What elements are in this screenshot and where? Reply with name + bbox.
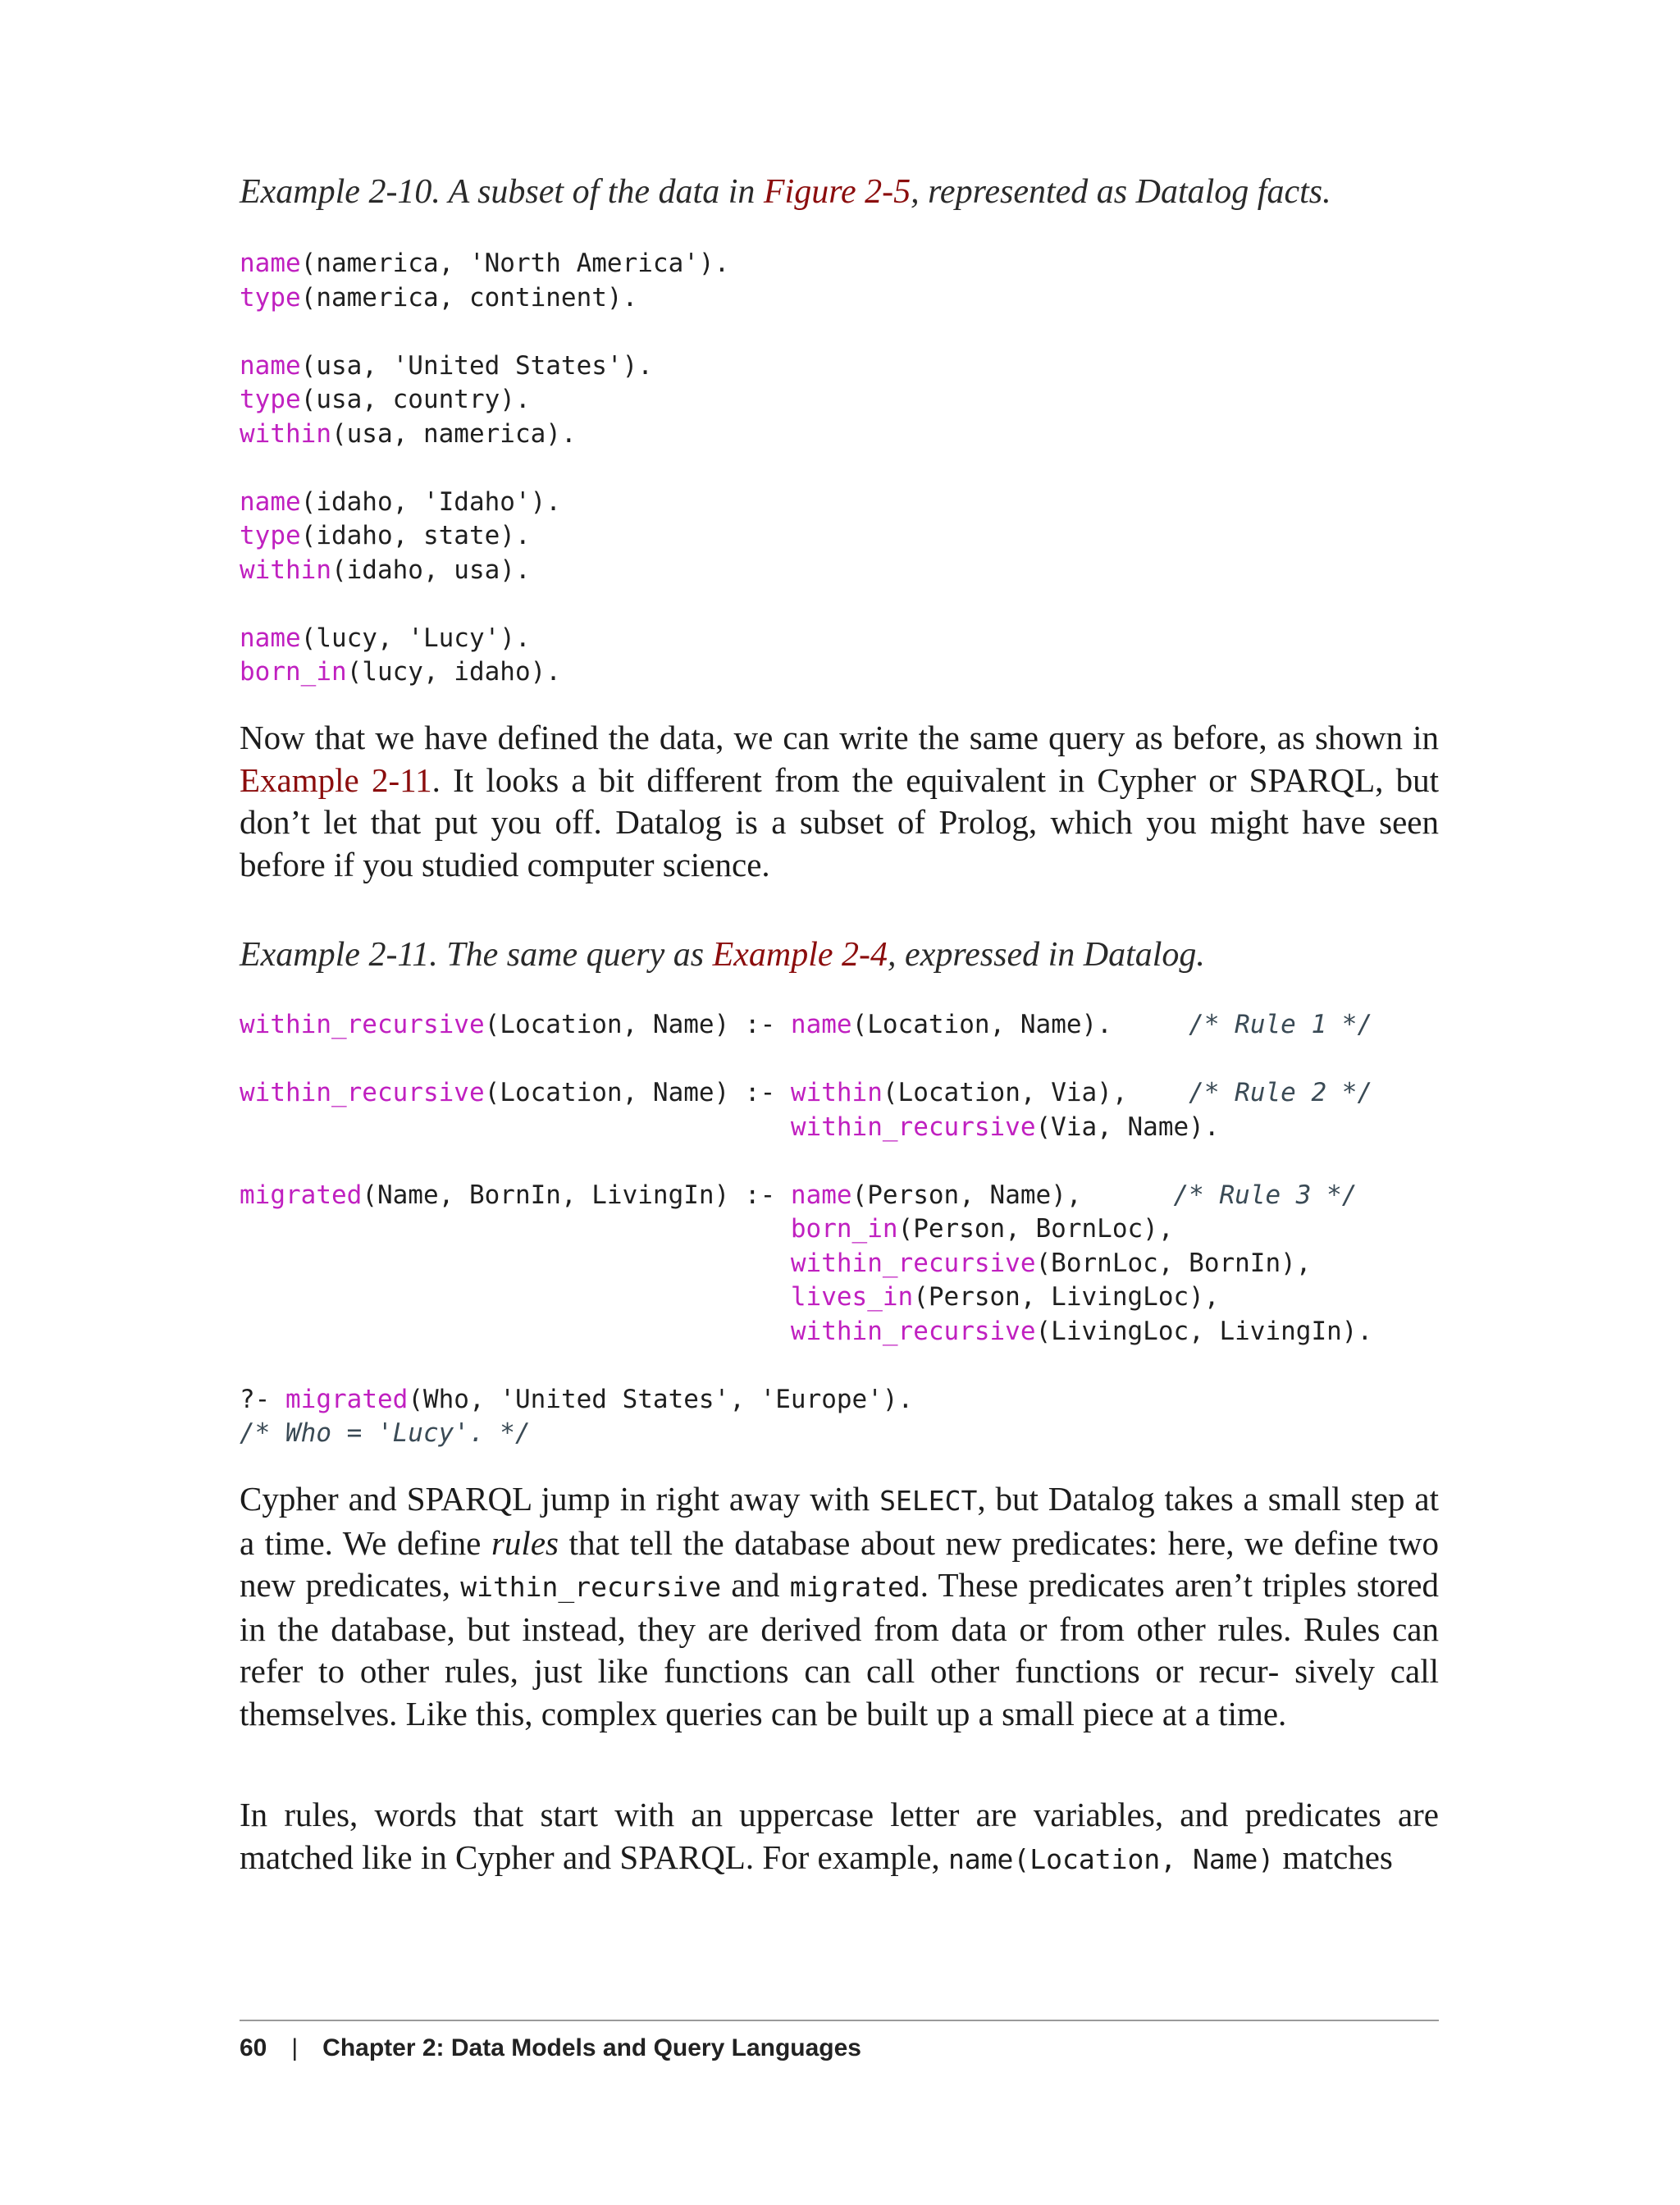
code-predicate: name bbox=[240, 350, 301, 381]
code-line bbox=[240, 1144, 1439, 1179]
code-text: (Who, 'United States', 'Europe'). bbox=[408, 1384, 914, 1414]
caption-text: Example 2-11. The same query as bbox=[240, 936, 713, 974]
code-text: (namerica, continent). bbox=[300, 282, 638, 313]
code-line bbox=[240, 418, 1439, 452]
code-text: (Location, Name). bbox=[851, 1010, 1189, 1039]
caption-text: , represented as Datalog facts. bbox=[911, 173, 1331, 211]
code-line bbox=[240, 1315, 1439, 1349]
code-comment: /* Rule 3 */ bbox=[1173, 1180, 1358, 1210]
emphasis: rules bbox=[491, 1523, 559, 1562]
code-text: (LivingLoc, LivingIn). bbox=[1035, 1316, 1373, 1346]
code-predicate: within_recursive bbox=[240, 1010, 485, 1039]
code-line bbox=[240, 281, 1439, 316]
code-line bbox=[240, 1383, 1439, 1418]
code-text: (Location, Name) :- bbox=[484, 1010, 791, 1039]
code-predicate: name bbox=[240, 623, 301, 653]
code-predicate: within_recursive bbox=[790, 1248, 1036, 1278]
code-line bbox=[240, 655, 1439, 690]
code-text: (idaho, state). bbox=[300, 521, 531, 550]
example-2-10-caption bbox=[240, 171, 1439, 213]
inline-code: SELECT bbox=[879, 1485, 978, 1517]
code-text: (Person, Name), bbox=[851, 1180, 1174, 1210]
code-text bbox=[240, 1249, 791, 1278]
code-line bbox=[240, 622, 1439, 656]
code-predicate: within bbox=[240, 418, 331, 449]
code-text: (Via, Name). bbox=[1035, 1112, 1220, 1142]
code-line bbox=[240, 1179, 1439, 1213]
code-text: (idaho, 'Idaho'). bbox=[300, 486, 561, 517]
code-text bbox=[240, 1282, 791, 1312]
code-line bbox=[240, 554, 1439, 588]
code-text: (Name, BornIn, LivingIn) :- bbox=[362, 1180, 791, 1210]
caption-text: Example 2-10. A subset of the data in bbox=[240, 173, 764, 211]
footer-divider bbox=[240, 2020, 1439, 2021]
code-predicate: type bbox=[240, 282, 301, 313]
code-line bbox=[240, 1111, 1439, 1145]
code-predicate: born_in bbox=[790, 1214, 898, 1244]
example-2-4-link[interactable]: Example 2-4 bbox=[712, 936, 888, 974]
code-predicate: within_recursive bbox=[790, 1316, 1036, 1346]
inline-code: within_recursive bbox=[460, 1571, 722, 1603]
code-text: (usa, 'United States'). bbox=[300, 350, 653, 381]
example-2-11-code-block bbox=[240, 1008, 1439, 1451]
code-line bbox=[240, 1247, 1439, 1281]
code-text: (Location, Name) :- bbox=[484, 1078, 791, 1107]
code-line bbox=[240, 587, 1439, 622]
code-line bbox=[240, 1043, 1439, 1077]
code-text: ?- bbox=[240, 1384, 285, 1414]
code-predicate: within bbox=[790, 1078, 883, 1107]
code-text: (usa, namerica). bbox=[331, 418, 577, 449]
code-line bbox=[240, 1008, 1439, 1043]
code-text: (Person, LivingLoc), bbox=[913, 1282, 1220, 1312]
code-predicate: migrated bbox=[240, 1180, 363, 1210]
code-predicate: name bbox=[790, 1010, 852, 1039]
footer-separator: | bbox=[291, 2034, 299, 2061]
code-comment: /* Rule 2 */ bbox=[1189, 1078, 1373, 1107]
code-text: (Person, BornLoc), bbox=[897, 1214, 1174, 1244]
code-text: (namerica, 'North America'). bbox=[300, 249, 730, 278]
code-line bbox=[240, 486, 1439, 520]
figure-2-5-link[interactable]: Figure 2-5 bbox=[763, 173, 911, 211]
chapter-title: Chapter 2: Data Models and Query Languages bbox=[322, 2034, 861, 2061]
code-predicate: type bbox=[240, 521, 301, 550]
code-line bbox=[240, 519, 1439, 554]
code-text: (lucy, idaho). bbox=[346, 657, 561, 687]
code-text bbox=[240, 1112, 791, 1142]
paragraph-2: Cypher and SPARQL jump in right away with SELECT, but Datalog takes a small step at a time. We define rules that tell the database about new predicates: here, we define two new predicates, within_recursive and migrated. These predicates aren’t triples stored in the database, but instead, they are derived from data or from other rules. Rules can refer to other rules, just like functions can call other functions or recur‐ sively call themselves. Like this, complex queries can be built up a small piece at a time. bbox=[240, 1480, 1440, 1732]
page-number: 60 bbox=[240, 2034, 267, 2061]
code-text: (lucy, 'Lucy'). bbox=[300, 623, 531, 653]
code-comment: /* Who = 'Lucy'. */ bbox=[240, 1418, 531, 1448]
code-text bbox=[240, 1214, 791, 1244]
code-predicate: migrated bbox=[285, 1384, 409, 1414]
example-2-11-link[interactable]: Example 2-11 bbox=[240, 760, 432, 799]
example-2-11-caption bbox=[240, 934, 1439, 976]
code-predicate: name bbox=[790, 1180, 852, 1210]
code-text: (usa, country). bbox=[300, 385, 531, 414]
code-line bbox=[240, 247, 1439, 281]
code-predicate: within_recursive bbox=[790, 1112, 1036, 1142]
code-predicate: within bbox=[240, 555, 331, 585]
code-text: (BornLoc, BornIn), bbox=[1035, 1248, 1312, 1278]
code-predicate: name bbox=[240, 486, 301, 517]
code-comment: /* Rule 1 */ bbox=[1189, 1010, 1373, 1039]
caption-text: , expressed in Datalog. bbox=[888, 936, 1205, 974]
code-line bbox=[240, 1076, 1439, 1111]
code-line bbox=[240, 383, 1439, 418]
code-predicate: born_in bbox=[240, 657, 347, 687]
code-line bbox=[240, 349, 1439, 384]
code-line bbox=[240, 1349, 1439, 1383]
code-text: (Location, Via), bbox=[882, 1078, 1189, 1107]
example-2-10-code-block bbox=[240, 247, 1439, 690]
code-line bbox=[240, 315, 1439, 349]
paragraph-1: Now that we have defined the data, we can write the same query as before, as shown in Example 2-11. It looks a bit different from the equivalent in Cypher or SPARQL, but don’t let that put you off. Datalog is a subset of Prolog, which you might have seen before if you studied computer science. bbox=[240, 719, 1440, 883]
code-line bbox=[240, 451, 1439, 486]
code-predicate: type bbox=[240, 385, 301, 414]
code-predicate: name bbox=[240, 249, 301, 278]
code-line bbox=[240, 1281, 1439, 1315]
inline-code: migrated bbox=[789, 1571, 920, 1603]
code-text bbox=[240, 1317, 791, 1346]
code-text: (idaho, usa). bbox=[331, 555, 531, 585]
page-footer bbox=[240, 2031, 861, 2066]
code-predicate: lives_in bbox=[790, 1282, 914, 1312]
inline-code: name(Location, Name) bbox=[947, 1842, 1275, 1875]
code-line bbox=[240, 1212, 1439, 1247]
code-predicate: within_recursive bbox=[240, 1078, 485, 1107]
paragraph-3: In rules, words that start with an uppercase letter are variables, and predicates are matched like in Cypher and SPARQL. For example, name(Location, Name) matches bbox=[240, 1796, 1439, 1876]
code-line bbox=[240, 1417, 1439, 1451]
